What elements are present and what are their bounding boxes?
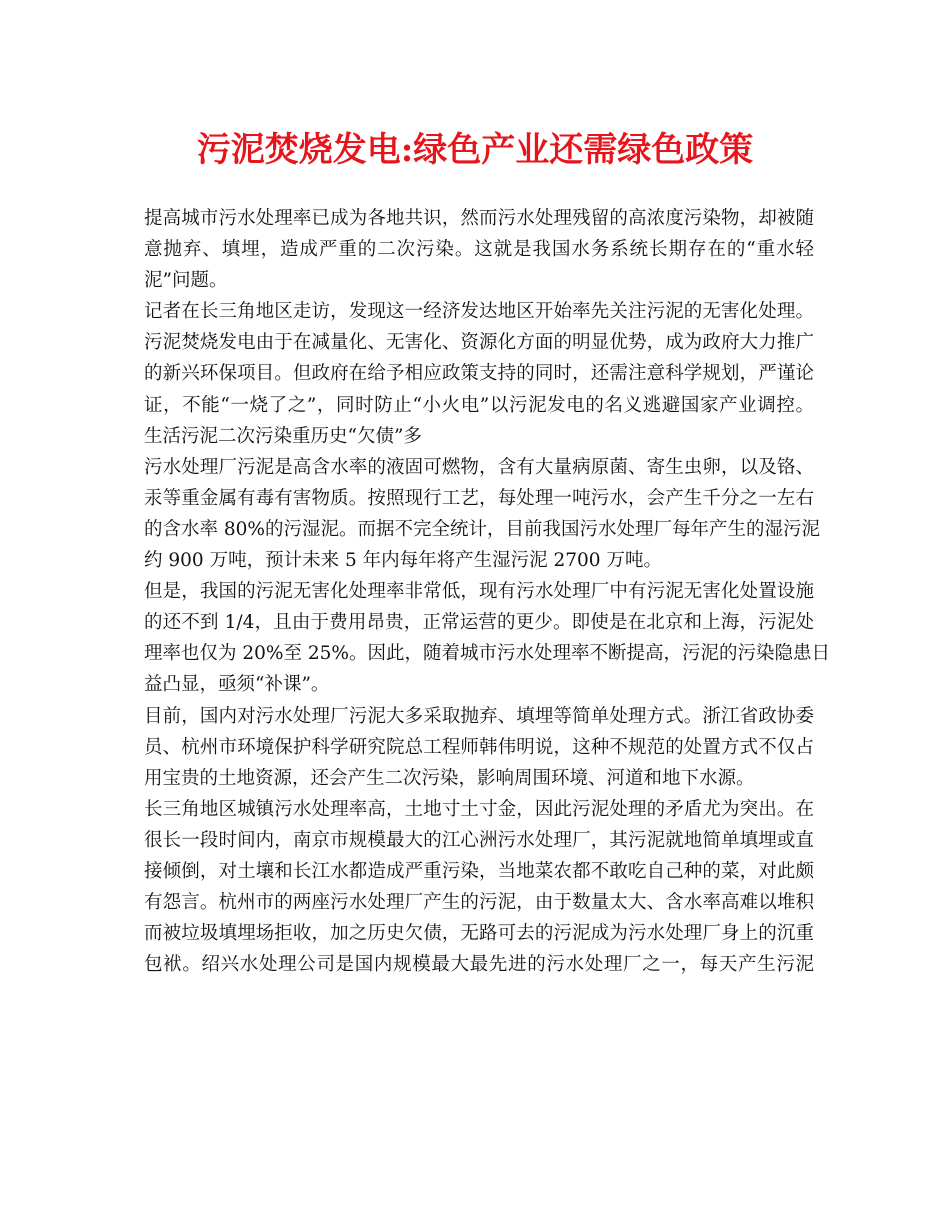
text-line: 汞等重金属有毒有害物质。按照现行工艺，每处理一吨污水，会产生千分之一左右 [144, 487, 814, 509]
body-text [144, 203, 831, 980]
text-line: 生活污泥二次污染重历史“欠债”多 [144, 425, 422, 447]
text-line: 长三角地区城镇污水处理率高，土地寸土寸金，因此污泥处理的矛盾尤为突出。在 [144, 798, 814, 820]
text-line: 的含水率 80%的污湿泥。而据不完全统计，目前我国污水处理厂每年产生的湿污泥 [144, 518, 821, 540]
text-line: 泥”问题。 [144, 270, 228, 292]
text-line: 益凸显，亟须“补课”。 [144, 674, 330, 696]
text-line: 污泥焚烧发电由于在减量化、无害化、资源化方面的明显优势，成为政府大力推广 [144, 332, 814, 354]
text-line: 很长一段时间内，南京市规模最大的江心洲污水处理厂，其污泥就地简单填埋或直 [144, 829, 814, 851]
text-line: 证，不能“一烧了之”，同时防止“小火电”以污泥发电的名义逃避国家产业调控。 [144, 394, 814, 416]
text-line: 理率也仅为 20%至 25%。因此，随着城市污水处理率不断提高，污泥的污染隐患日 [144, 643, 831, 665]
text-line: 但是，我国的污泥无害化处理率非常低，现有污水处理厂中有污泥无害化处置设施 [144, 581, 814, 603]
text-line: 意抛弃、填埋，造成严重的二次污染。这就是我国水务系统长期存在的“重水轻 [144, 239, 814, 261]
text-line: 接倾倒，对土壤和长江水都造成严重污染，当地菜农都不敢吃自己种的菜，对此颇 [144, 860, 814, 882]
text-line: 的新兴环保项目。但政府在给予相应政策支持的同时，还需注意科学规划，严谨论 [144, 363, 814, 385]
text-line: 用宝贵的土地资源，还会产生二次污染，影响周围环境、河道和地下水源。 [144, 767, 755, 789]
text-line: 约 900 万吨，预计未来 5 年内每年将产生湿污泥 2700 万吨。 [144, 550, 662, 572]
text-line: 员、杭州市环境保护科学研究院总工程师韩伟明说，这种不规范的处置方式不仅占 [144, 736, 814, 758]
text-line: 记者在长三角地区走访，发现这一经济发达地区开始率先关注污泥的无害化处理。 [144, 301, 814, 323]
text-line: 的还不到 1/4，且由于费用昂贵，正常运营的更少。即使是在北京和上海，污泥处 [144, 612, 814, 634]
text-line: 目前，国内对污水处理厂污泥大多采取抛弃、填埋等简单处理方式。浙江省政协委 [144, 705, 814, 727]
text-line: 包袱。绍兴水处理公司是国内规模最大最先进的污水处理厂之一，每天产生污泥 [144, 954, 814, 976]
text-line: 而被垃圾填埋场拒收，加之历史欠债，无路可去的污泥成为污水处理厂身上的沉重 [144, 923, 814, 945]
document-title: 污泥焚烧发电:绿色产业还需绿色政策 [196, 130, 754, 170]
text-line: 提高城市污水处理率已成为各地共识，然而污水处理残留的高浓度污染物，却被随 [144, 208, 814, 229]
text-line: 污水处理厂污泥是高含水率的液固可燃物，含有大量病原菌、寄生虫卵，以及铬、 [144, 456, 814, 478]
text-line: 有怨言。杭州市的两座污水处理厂产生的污泥，由于数量太大、含水率高难以堆积 [144, 892, 814, 914]
